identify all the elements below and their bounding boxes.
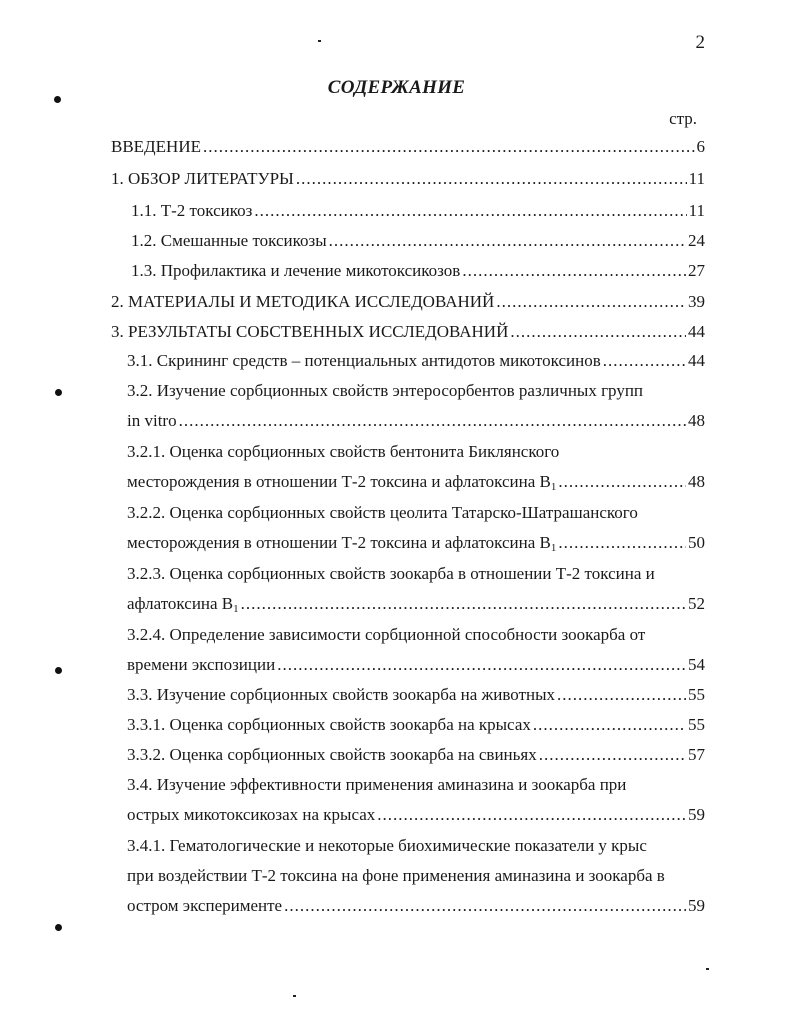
toc-entry xyxy=(127,654,705,676)
leader-dots xyxy=(557,684,686,706)
toc-entry-page: 55 xyxy=(688,715,705,734)
toc-entry-title-line: 3.2. Изучение сорбционных свойств энтеросорбентов различных групп xyxy=(127,381,644,400)
leader-dots xyxy=(462,260,686,282)
toc-entry xyxy=(127,410,705,432)
toc-entry-page: 24 xyxy=(688,231,705,250)
toc-entry-title: 2. МАТЕРИАЛЫ И МЕТОДИКА ИССЛЕДОВАНИЙ xyxy=(111,292,495,311)
binder-hole-mark xyxy=(55,667,62,674)
toc-entry xyxy=(131,200,705,222)
page-title: СОДЕРЖАНИЕ xyxy=(327,77,466,98)
toc-entry xyxy=(127,593,705,615)
leader-dots xyxy=(329,230,686,252)
toc-entry-title: 3.1. Скрининг средств – потенциальных антидотов микотоксинов xyxy=(127,351,601,370)
scan-speck xyxy=(318,40,321,42)
leader-dots xyxy=(558,532,686,554)
toc-entry-page: 27 xyxy=(688,261,705,280)
toc-entry-title: 1. ОБЗОР ЛИТЕРАТУРЫ xyxy=(111,169,294,188)
binder-hole-mark xyxy=(55,924,62,931)
toc-entry-page: 52 xyxy=(688,594,705,613)
leader-dots xyxy=(179,410,686,432)
toc-entry xyxy=(127,350,705,372)
toc-entry xyxy=(131,230,705,252)
toc-entry-page: 55 xyxy=(688,685,705,704)
toc-entry xyxy=(111,321,705,343)
toc-entry-page: 50 xyxy=(688,533,705,552)
toc-entry-title: остром эксперименте xyxy=(127,896,283,915)
toc-entry-title-line: при воздействии Т-2 токсина на фоне применения аминазина и зоокарба в xyxy=(127,866,665,885)
toc-entry-title-line: 3.2.4. Определение зависимости сорбционной способности зоокарба от xyxy=(127,625,646,644)
toc-entry xyxy=(127,471,705,493)
toc-entry-page: 11 xyxy=(688,201,705,220)
binder-hole-mark xyxy=(55,389,62,396)
toc-entry-title: 3.3. Изучение сорбционных свойств зоокарба на животных xyxy=(127,685,556,704)
toc-entry xyxy=(131,260,705,282)
binder-hole-mark xyxy=(54,96,61,103)
toc-entry-page: 59 xyxy=(688,896,705,915)
toc-entry xyxy=(111,168,705,190)
page-number: 2 xyxy=(695,32,705,53)
toc-entry-title: 1.1. Т-2 токсикоз xyxy=(131,201,253,220)
toc-entry xyxy=(127,714,705,736)
toc-entry xyxy=(127,895,705,917)
toc-entry-page: 39 xyxy=(688,292,705,311)
toc-entry-page: 6 xyxy=(696,137,705,156)
leader-dots xyxy=(377,804,686,826)
toc-entry-title: афлатоксина $В_1$ xyxy=(127,594,239,615)
toc-entry-title: 1.3. Профилактика и лечение микотоксикозов xyxy=(131,261,461,280)
toc-entry xyxy=(127,684,705,706)
toc-entry-page: 57 xyxy=(688,745,705,764)
toc-entry-title-line: 3.4.1. Гематологические и некоторые биохимические показатели у крыс xyxy=(127,836,647,855)
leader-dots xyxy=(533,714,686,736)
toc-entry-page: 54 xyxy=(688,655,705,674)
leader-dots xyxy=(241,593,686,615)
page-column-label: стр. xyxy=(669,109,697,128)
leader-dots xyxy=(284,895,686,917)
toc-entry xyxy=(111,136,705,158)
toc-entry-title: in vitro xyxy=(127,411,177,430)
toc-entry-title: месторождения в отношении Т-2 токсина и афлатоксина $В_1$ xyxy=(127,533,557,554)
toc-entry xyxy=(127,804,705,826)
toc-entry-title-line: 3.2.3. Оценка сорбционных свойств зоокарба в отношении Т-2 токсина и xyxy=(127,564,655,583)
toc-entry-title-line: 3.2.2. Оценка сорбционных свойств цеолита Татарско-Шатрашанского xyxy=(127,503,638,522)
leader-dots xyxy=(277,654,686,676)
toc-entry-page: 44 xyxy=(688,322,705,341)
scan-speck xyxy=(293,995,296,997)
leader-dots xyxy=(510,321,686,343)
toc-entry-title: ВВЕДЕНИЕ xyxy=(111,137,201,156)
toc-entry-page: 48 xyxy=(688,472,705,491)
toc-entry-page: 48 xyxy=(688,411,705,430)
leader-dots xyxy=(296,168,687,190)
toc-entry-title: 3.3.2. Оценка сорбционных свойств зоокарба на свиньях xyxy=(127,745,537,764)
leader-dots xyxy=(496,291,686,313)
toc-entry-title: 1.2. Смешанные токсикозы xyxy=(131,231,327,250)
toc-entry xyxy=(127,744,705,766)
toc-entry-title: острых микотоксикозах на крысах xyxy=(127,805,376,824)
leader-dots xyxy=(203,136,695,158)
leader-dots xyxy=(558,471,686,493)
toc-entry-page: 44 xyxy=(688,351,705,370)
toc-entry-title: времени экспозиции xyxy=(127,655,276,674)
leader-dots xyxy=(539,744,686,766)
leader-dots xyxy=(254,200,686,222)
toc-entry xyxy=(127,532,705,554)
toc-entry-title-line: 3.2.1. Оценка сорбционных свойств бентонита Биклянского xyxy=(127,442,560,461)
scan-speck xyxy=(706,968,709,970)
toc-entry-title: 3.3.1. Оценка сорбционных свойств зоокарба на крысах xyxy=(127,715,531,734)
toc-entry-title-line: 3.4. Изучение эффективности применения аминазина и зоокарба при xyxy=(127,775,627,794)
toc-entry xyxy=(111,291,705,313)
toc-entry-title: 3. РЕЗУЛЬТАТЫ СОБСТВЕННЫХ ИССЛЕДОВАНИЙ xyxy=(111,322,509,341)
toc-entry-page: 11 xyxy=(688,169,705,188)
leader-dots xyxy=(603,350,686,372)
toc-entry-page: 59 xyxy=(688,805,705,824)
toc-entry-title: месторождения в отношении Т-2 токсина и афлатоксина $В_1$ xyxy=(127,472,557,493)
